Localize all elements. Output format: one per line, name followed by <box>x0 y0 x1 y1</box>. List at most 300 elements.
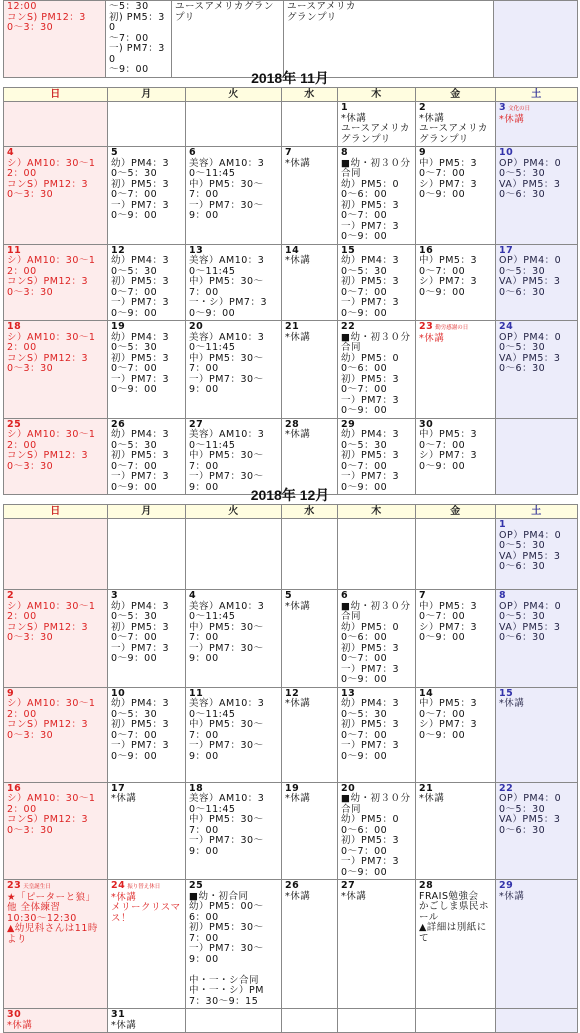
schedule-line: 初）PM5：30〜7：00 <box>111 719 170 741</box>
table-row <box>4 244 578 321</box>
calendar-cell <box>338 147 416 245</box>
schedule-line: OP）PM4：00〜5：30 <box>499 255 562 277</box>
schedule-line: 中）PM5：30〜7：00 <box>189 719 264 741</box>
table-row <box>4 1 578 78</box>
calendar-cell <box>4 880 108 1009</box>
schedule-line: 幼）PM4：30〜5：30 <box>341 255 400 277</box>
day-number: 6 <box>189 147 197 158</box>
schedule-line: 初) PM5：30 <box>109 11 165 33</box>
weekday-header: 土 <box>496 88 578 102</box>
schedule-line: ユースアメリカグランプリ <box>341 123 410 145</box>
schedule-line: *休講 <box>419 332 445 344</box>
schedule-line: ■幼・初３０分合同 <box>341 600 411 622</box>
calendar-cell <box>4 244 108 321</box>
calendar-cell <box>4 1009 108 1033</box>
calendar-cell <box>338 519 416 590</box>
calendar-cell <box>338 782 416 880</box>
schedule-line: ユースアメリカグランプリ <box>419 123 488 145</box>
day-number: 21 <box>285 321 300 332</box>
calendar-cell <box>496 321 578 419</box>
schedule-line: 美容）AM10：30〜11:45 <box>189 429 265 451</box>
schedule-line: 中・一・シ）PM7：30〜9：15 <box>189 985 264 1007</box>
day-number: 27 <box>189 418 204 430</box>
schedule-line: 幼）PM4：30〜5：30 <box>111 157 170 179</box>
schedule-line: ■幼・初合同 <box>189 890 249 902</box>
day-number: 21 <box>419 782 434 794</box>
table-row <box>4 102 578 147</box>
schedule-line: 幼）PM4：30〜5：30 <box>111 255 170 277</box>
schedule-line: 初）PM5：30〜7：00 <box>341 719 400 741</box>
day-number: 8 <box>341 147 349 158</box>
schedule-line: 初）PM5：30〜7：00 <box>341 199 400 221</box>
calendar-cell <box>4 418 108 495</box>
schedule-line: *休講 <box>285 890 311 902</box>
schedule-line: 中）PM5：30〜7：00 <box>419 429 478 451</box>
schedule-line: 初）PM5：30〜7：00 <box>341 835 400 857</box>
table-row <box>4 147 578 245</box>
schedule-line: 幼）PM4：30〜5：30 <box>111 698 170 720</box>
schedule-line: 幼）PM4：30〜5：30 <box>341 429 400 451</box>
calendar-cell <box>282 519 338 590</box>
weekday-header: 木 <box>338 505 416 519</box>
calendar-december <box>3 504 578 1033</box>
calendar-cell <box>282 1009 338 1033</box>
schedule-line: VA）PM5：30〜6：30 <box>499 621 561 643</box>
month-title-december: 2018年 12月 <box>250 487 330 503</box>
schedule-line: 10:30〜12:30 <box>7 912 77 924</box>
schedule-line: かごしま県民ホール <box>419 901 490 923</box>
schedule-line: シ）PM7：30〜9：00 <box>419 719 478 741</box>
day-number: 14 <box>285 244 300 256</box>
schedule-line: VA）PM5：30〜6：30 <box>499 550 561 572</box>
table-row <box>4 321 578 419</box>
schedule-line: OP）PM4：00〜5：30 <box>499 157 562 179</box>
day-number: 4 <box>7 147 15 158</box>
schedule-line: ■幼・初３０分合同 <box>341 331 411 353</box>
schedule-line: 美容）AM10：30〜11:45 <box>189 793 265 815</box>
schedule-line: 初）PM5：30〜7：00 <box>111 178 170 200</box>
day-number: 24 <box>499 321 514 332</box>
schedule-line: *休講 <box>111 793 137 804</box>
day-number: 28 <box>285 418 300 430</box>
holiday-name: 文化の日 <box>508 106 531 112</box>
schedule-line: *休講 <box>285 331 311 343</box>
day-number: 6 <box>341 590 349 601</box>
weekday-header: 土 <box>496 505 578 519</box>
calendar-cell <box>416 244 496 321</box>
day-number: 18 <box>189 782 204 794</box>
day-number: 15 <box>499 687 514 699</box>
schedule-line: コンS) PM12：3 <box>7 11 86 23</box>
calendar-cell <box>496 782 578 880</box>
day-number: 16 <box>7 782 22 794</box>
calendar-cell <box>186 321 282 419</box>
calendar-cell <box>282 147 338 245</box>
holiday-name: 振り替え休日 <box>127 884 161 890</box>
calendar-cell <box>4 782 108 880</box>
schedule-line: 中）PM5：30〜7：00 <box>419 698 478 720</box>
schedule-line: 美容）AM10：30〜11:45 <box>189 255 265 277</box>
calendar-cell <box>4 519 108 590</box>
weekday-header: 水 <box>282 505 338 519</box>
calendar-cell <box>108 590 186 688</box>
calendar-cell <box>4 147 108 245</box>
calendar-cell <box>4 590 108 688</box>
day-number: 8 <box>499 590 507 601</box>
schedule-line: 幼）PM5：00〜6：00 <box>341 814 400 836</box>
schedule-line: *休講 <box>499 113 525 125</box>
schedule-line: 中）PM5：30〜7：00 <box>189 178 264 200</box>
schedule-line: 初）PM5：30〜7：00 <box>341 642 400 664</box>
schedule-line: *休講 <box>341 112 367 124</box>
weekday-header: 金 <box>416 88 496 102</box>
schedule-line: シ）AM10：30〜12：00 <box>7 429 96 451</box>
day-number: 10 <box>111 687 126 699</box>
calendar-cell <box>172 1 284 78</box>
schedule-line: *休講 <box>419 112 445 124</box>
calendar-cell <box>186 1009 282 1033</box>
schedule-line: *休講 <box>419 793 445 804</box>
schedule-line: 一）PM7：30〜9：00 <box>189 471 264 493</box>
calendar-cell <box>4 687 108 782</box>
schedule-line: *休講 <box>285 698 311 709</box>
day-number: 2 <box>7 590 15 601</box>
calendar-cell <box>108 321 186 419</box>
holiday-name: 勤労感謝の日 <box>435 325 469 331</box>
schedule-line: *休講 <box>111 891 137 903</box>
schedule-line: 中）PM5：30〜7：00 <box>189 352 264 374</box>
calendar-cell <box>186 590 282 688</box>
schedule-line: シ）AM10：30〜12：00 <box>7 793 96 815</box>
calendar-cell <box>416 687 496 782</box>
schedule-line: 中）PM5：30〜7：00 <box>189 621 264 643</box>
schedule-line: シ）AM10：30〜12：00 <box>7 255 96 277</box>
schedule-line: 〜9：00 <box>109 64 149 75</box>
schedule-line: シ）AM10：30〜12：00 <box>7 331 96 353</box>
calendar-cell <box>108 782 186 880</box>
schedule-line: ▲幼児科さんは11時より <box>7 923 98 945</box>
table-row <box>4 519 578 590</box>
day-number: 25 <box>189 880 204 891</box>
schedule-line: 幼）PM5：00〜6：00 <box>341 178 400 200</box>
weekday-header: 月 <box>108 88 186 102</box>
weekday-header: 木 <box>338 88 416 102</box>
weekday-header-row <box>4 505 578 519</box>
calendar-cell <box>338 418 416 495</box>
calendar-cell <box>282 687 338 782</box>
schedule-line: シ）PM7：30〜9：00 <box>419 450 478 472</box>
schedule-line: 一）PM7：30〜9：00 <box>341 297 400 319</box>
calendar-cell <box>416 147 496 245</box>
schedule-line: シ）PM7：30〜9：00 <box>419 276 478 298</box>
weekday-header: 月 <box>108 505 186 519</box>
calendar-cell <box>186 519 282 590</box>
calendar-cell <box>108 147 186 245</box>
day-number: 3 <box>111 590 119 601</box>
day-number: 23 <box>419 321 434 332</box>
schedule-line: 初）PM5：30〜7：00 <box>341 373 400 395</box>
calendar-cell <box>282 244 338 321</box>
month-title-november: 2018年 11月 <box>251 70 329 86</box>
schedule-line: コンS）PM12：30〜3：30 <box>7 450 89 472</box>
schedule-line: VA）PM5：30〜6：30 <box>499 276 561 298</box>
schedule-line: ユースアメリカグランプリ <box>175 1 274 23</box>
schedule-line: 幼）PM4：30〜5：30 <box>111 429 170 451</box>
calendar-cell <box>186 880 282 1009</box>
calendar-cell <box>282 782 338 880</box>
schedule-line: 一）PM7：30〜9：00 <box>189 835 264 857</box>
schedule-line: 幼）PM5：00〜6：00 <box>341 352 400 374</box>
day-number: 12 <box>111 244 126 256</box>
day-number: 7 <box>419 590 427 601</box>
weekday-header: 水 <box>282 88 338 102</box>
schedule-line: 一）PM7：30〜9：00 <box>111 642 170 664</box>
day-number: 14 <box>419 687 434 699</box>
schedule-line: 〜7：00 <box>109 32 149 44</box>
calendar-cell <box>496 590 578 688</box>
weekday-header: 日 <box>4 88 108 102</box>
calendar-cell <box>4 102 108 147</box>
schedule-line: コンS）PM12：30〜3：30 <box>7 621 89 643</box>
day-number: 1 <box>499 519 507 530</box>
schedule-line: 一）PM7：30〜9：00 <box>341 663 400 685</box>
schedule-line: 幼）PM5：00〜6：00 <box>189 901 264 923</box>
day-number: 31 <box>111 1009 126 1020</box>
calendar-cell <box>496 418 578 495</box>
schedule-line: 〜5：30 <box>109 1 149 12</box>
day-number: 23 <box>7 880 22 891</box>
day-number: 16 <box>419 244 434 256</box>
day-number: 19 <box>111 321 126 332</box>
schedule-line: コンS）PM12：30〜3：30 <box>7 814 89 836</box>
table-row <box>4 590 578 688</box>
day-number: 26 <box>285 880 300 891</box>
calendar-cell <box>186 244 282 321</box>
calendar-cell <box>108 687 186 782</box>
schedule-line: VA）PM5：30〜6：30 <box>499 814 561 836</box>
schedule-line: 一）PM7：30〜9：00 <box>341 220 400 242</box>
schedule-line: 初）PM5：30〜7：00 <box>111 352 170 374</box>
day-number: 13 <box>341 687 356 699</box>
schedule-line: *休講 <box>285 793 311 804</box>
schedule-line: *休講 <box>499 890 525 902</box>
calendar-cell <box>106 1 172 78</box>
schedule-line: *休講 <box>285 157 311 169</box>
schedule-line: FRAIS勉強会 <box>419 890 479 902</box>
day-number: 19 <box>285 782 300 794</box>
day-number: 15 <box>341 244 356 256</box>
schedule-line: 一）PM7：30〜9：00 <box>111 199 170 221</box>
day-number: 30 <box>419 418 434 430</box>
calendar-cell <box>282 590 338 688</box>
weekday-header: 火 <box>186 88 282 102</box>
calendar-cell <box>494 1 578 78</box>
day-number: 28 <box>419 880 434 891</box>
table-row <box>4 687 578 782</box>
schedule-line: メリークリスマス！ <box>111 902 181 924</box>
schedule-line: 初）PM5：30〜7：00 <box>111 276 170 298</box>
schedule-line: *休講 <box>341 890 367 902</box>
calendar-cell <box>496 1009 578 1033</box>
calendar-cell <box>496 102 578 147</box>
schedule-line: 初）PM5：30〜7：00 <box>189 922 264 944</box>
schedule-line: OP）PM4：00〜5：30 <box>499 529 562 551</box>
schedule-line: ■幼・初３０分合同 <box>341 157 411 179</box>
day-number: 22 <box>499 782 514 794</box>
schedule-line: *休講 <box>285 600 311 612</box>
calendar-cell <box>496 880 578 1009</box>
day-number: 10 <box>499 147 514 158</box>
schedule-line: *休講 <box>7 1019 33 1031</box>
schedule-line: 一）PM7：30〜9：00 <box>341 394 400 416</box>
table-row <box>4 782 578 880</box>
calendar-cell <box>338 1009 416 1033</box>
schedule-line: 一）PM7：30〜9：00 <box>111 471 170 493</box>
schedule-line: 12:00 <box>7 1 37 12</box>
day-number: 25 <box>7 418 22 430</box>
schedule-line: コンS）PM12：30〜3：30 <box>7 352 89 374</box>
schedule-line: 幼）PM4：30〜5：30 <box>111 331 170 353</box>
schedule-line: 初）PM5：30〜7：00 <box>341 276 400 298</box>
schedule-line: 一）PM7：30〜9：00 <box>341 740 400 762</box>
schedule-line: 一）PM7：30〜9：00 <box>189 740 264 762</box>
weekday-header-row <box>4 88 578 102</box>
day-number: 17 <box>111 782 126 794</box>
day-number: 4 <box>189 590 197 601</box>
schedule-line: ■幼・初３０分合同 <box>341 793 411 815</box>
schedule-line: 美容）AM10：30〜11:45 <box>189 600 265 622</box>
calendar-cell <box>338 687 416 782</box>
day-number: 18 <box>7 321 22 332</box>
schedule-line: 初）PM5：30〜7：00 <box>111 450 170 472</box>
schedule-line: 中）PM5：30〜7：00 <box>419 600 478 622</box>
calendar-cell <box>416 590 496 688</box>
calendar-cell <box>338 321 416 419</box>
calendar-cell <box>4 1 106 78</box>
calendar-cell <box>108 1009 186 1033</box>
calendar-cell <box>284 1 494 78</box>
calendar-cell <box>186 102 282 147</box>
calendar-cell <box>338 244 416 321</box>
schedule-line: 一）PM7：30〜9：00 <box>111 297 170 319</box>
schedule-line: 一）PM7：30〜9：00 <box>189 943 264 965</box>
weekday-header: 火 <box>186 505 282 519</box>
day-number: 17 <box>499 244 514 256</box>
schedule-line: 幼）PM4：30〜5：30 <box>341 698 400 720</box>
schedule-line: 一）PM7：30〜9：00 <box>189 199 264 221</box>
schedule-line: シ）AM10：30〜12：00 <box>7 157 96 179</box>
calendar-cell <box>186 147 282 245</box>
schedule-line: 幼）PM4：30〜5：30 <box>111 600 170 622</box>
day-number: 30 <box>7 1009 22 1020</box>
schedule-line: 中）PM5：30〜7：00 <box>419 255 478 277</box>
calendar-cell <box>496 687 578 782</box>
calendar-cell <box>282 102 338 147</box>
table-row <box>4 1009 578 1033</box>
day-number: 1 <box>341 102 349 113</box>
schedule-line: コンS）PM12：30〜3：30 <box>7 178 89 200</box>
calendar-cell <box>186 418 282 495</box>
calendar-cell <box>338 102 416 147</box>
day-number: 11 <box>7 244 22 256</box>
calendar-cell <box>108 418 186 495</box>
calendar-cell <box>338 590 416 688</box>
schedule-line: 中）PM5：30〜7：00 <box>189 450 264 472</box>
schedule-line: VA）PM5：30〜6：30 <box>499 352 561 374</box>
day-number: 12 <box>285 687 300 699</box>
schedule-line: 一）PM7：30〜9：00 <box>111 740 170 762</box>
schedule-line: グランプリ <box>287 11 337 23</box>
calendar-cell <box>4 321 108 419</box>
previous-month-partial <box>3 0 578 78</box>
schedule-line: VA）PM5：30〜6：30 <box>499 178 561 200</box>
schedule-line: 一・シ）PM7：30〜9：00 <box>189 297 268 319</box>
day-number: 3 <box>499 102 507 113</box>
day-number: 5 <box>111 147 119 158</box>
calendar-cell <box>282 418 338 495</box>
calendar-cell <box>416 418 496 495</box>
schedule-line: シ）PM7：30〜9：00 <box>419 621 478 643</box>
day-number: 20 <box>189 321 204 332</box>
calendar-cell <box>108 102 186 147</box>
weekday-header: 金 <box>416 505 496 519</box>
calendar-cell <box>416 1009 496 1033</box>
calendar-cell <box>416 880 496 1009</box>
schedule-line: *休講 <box>499 698 525 709</box>
day-number: 20 <box>341 782 356 794</box>
calendar-cell <box>416 321 496 419</box>
schedule-line: 幼）PM5：00〜6：00 <box>341 621 400 643</box>
schedule-line: 一) PM7：30 <box>109 43 165 65</box>
schedule-line: 一）PM7：30〜9：00 <box>341 856 400 878</box>
calendar-cell <box>416 102 496 147</box>
table-row <box>4 418 578 495</box>
calendar-cell <box>496 519 578 590</box>
schedule-line: 0〜3：30 <box>7 22 54 33</box>
schedule-line: 美容）AM10：30〜11:45 <box>189 331 265 353</box>
schedule-line: シ）AM10：30〜12：00 <box>7 600 96 622</box>
schedule-line: ▲詳細は別紙にて <box>419 922 487 944</box>
schedule-line: 美容）AM10：30〜11:45 <box>189 157 265 179</box>
schedule-line: 一）PM7：30〜9：00 <box>189 642 264 664</box>
schedule-line: OP）PM4：00〜5：30 <box>499 331 562 353</box>
schedule-line: 中）PM5：30〜7：00 <box>189 814 264 836</box>
schedule-line: 中）PM5：30〜7：00 <box>189 276 264 298</box>
schedule-line: 中）PM5：30〜7：00 <box>419 157 478 179</box>
schedule-line: 美容）AM10：30〜11:45 <box>189 698 265 720</box>
calendar-november <box>3 87 578 495</box>
calendar-cell <box>496 244 578 321</box>
schedule-line: コンS）PM12：30〜3：30 <box>7 719 89 741</box>
day-number: 13 <box>189 244 204 256</box>
day-number: 11 <box>189 687 204 699</box>
day-number: 2 <box>419 102 427 113</box>
schedule-line: 一）PM7：30〜9：00 <box>189 373 264 395</box>
schedule-line: *休講 <box>111 1019 137 1031</box>
day-number: 29 <box>341 418 356 430</box>
schedule-line: 初）PM5：30〜7：00 <box>111 621 170 643</box>
schedule-line: OP）PM4：00〜5：30 <box>499 793 562 815</box>
schedule-line: 一）PM7：30〜9：00 <box>111 373 170 395</box>
calendar-cell <box>108 519 186 590</box>
calendar-cell <box>282 880 338 1009</box>
day-number: 5 <box>285 590 293 601</box>
table-row <box>4 880 578 1009</box>
day-number: 22 <box>341 321 356 332</box>
calendar-cell <box>108 880 186 1009</box>
calendar-cell <box>282 321 338 419</box>
calendar-cell <box>186 687 282 782</box>
